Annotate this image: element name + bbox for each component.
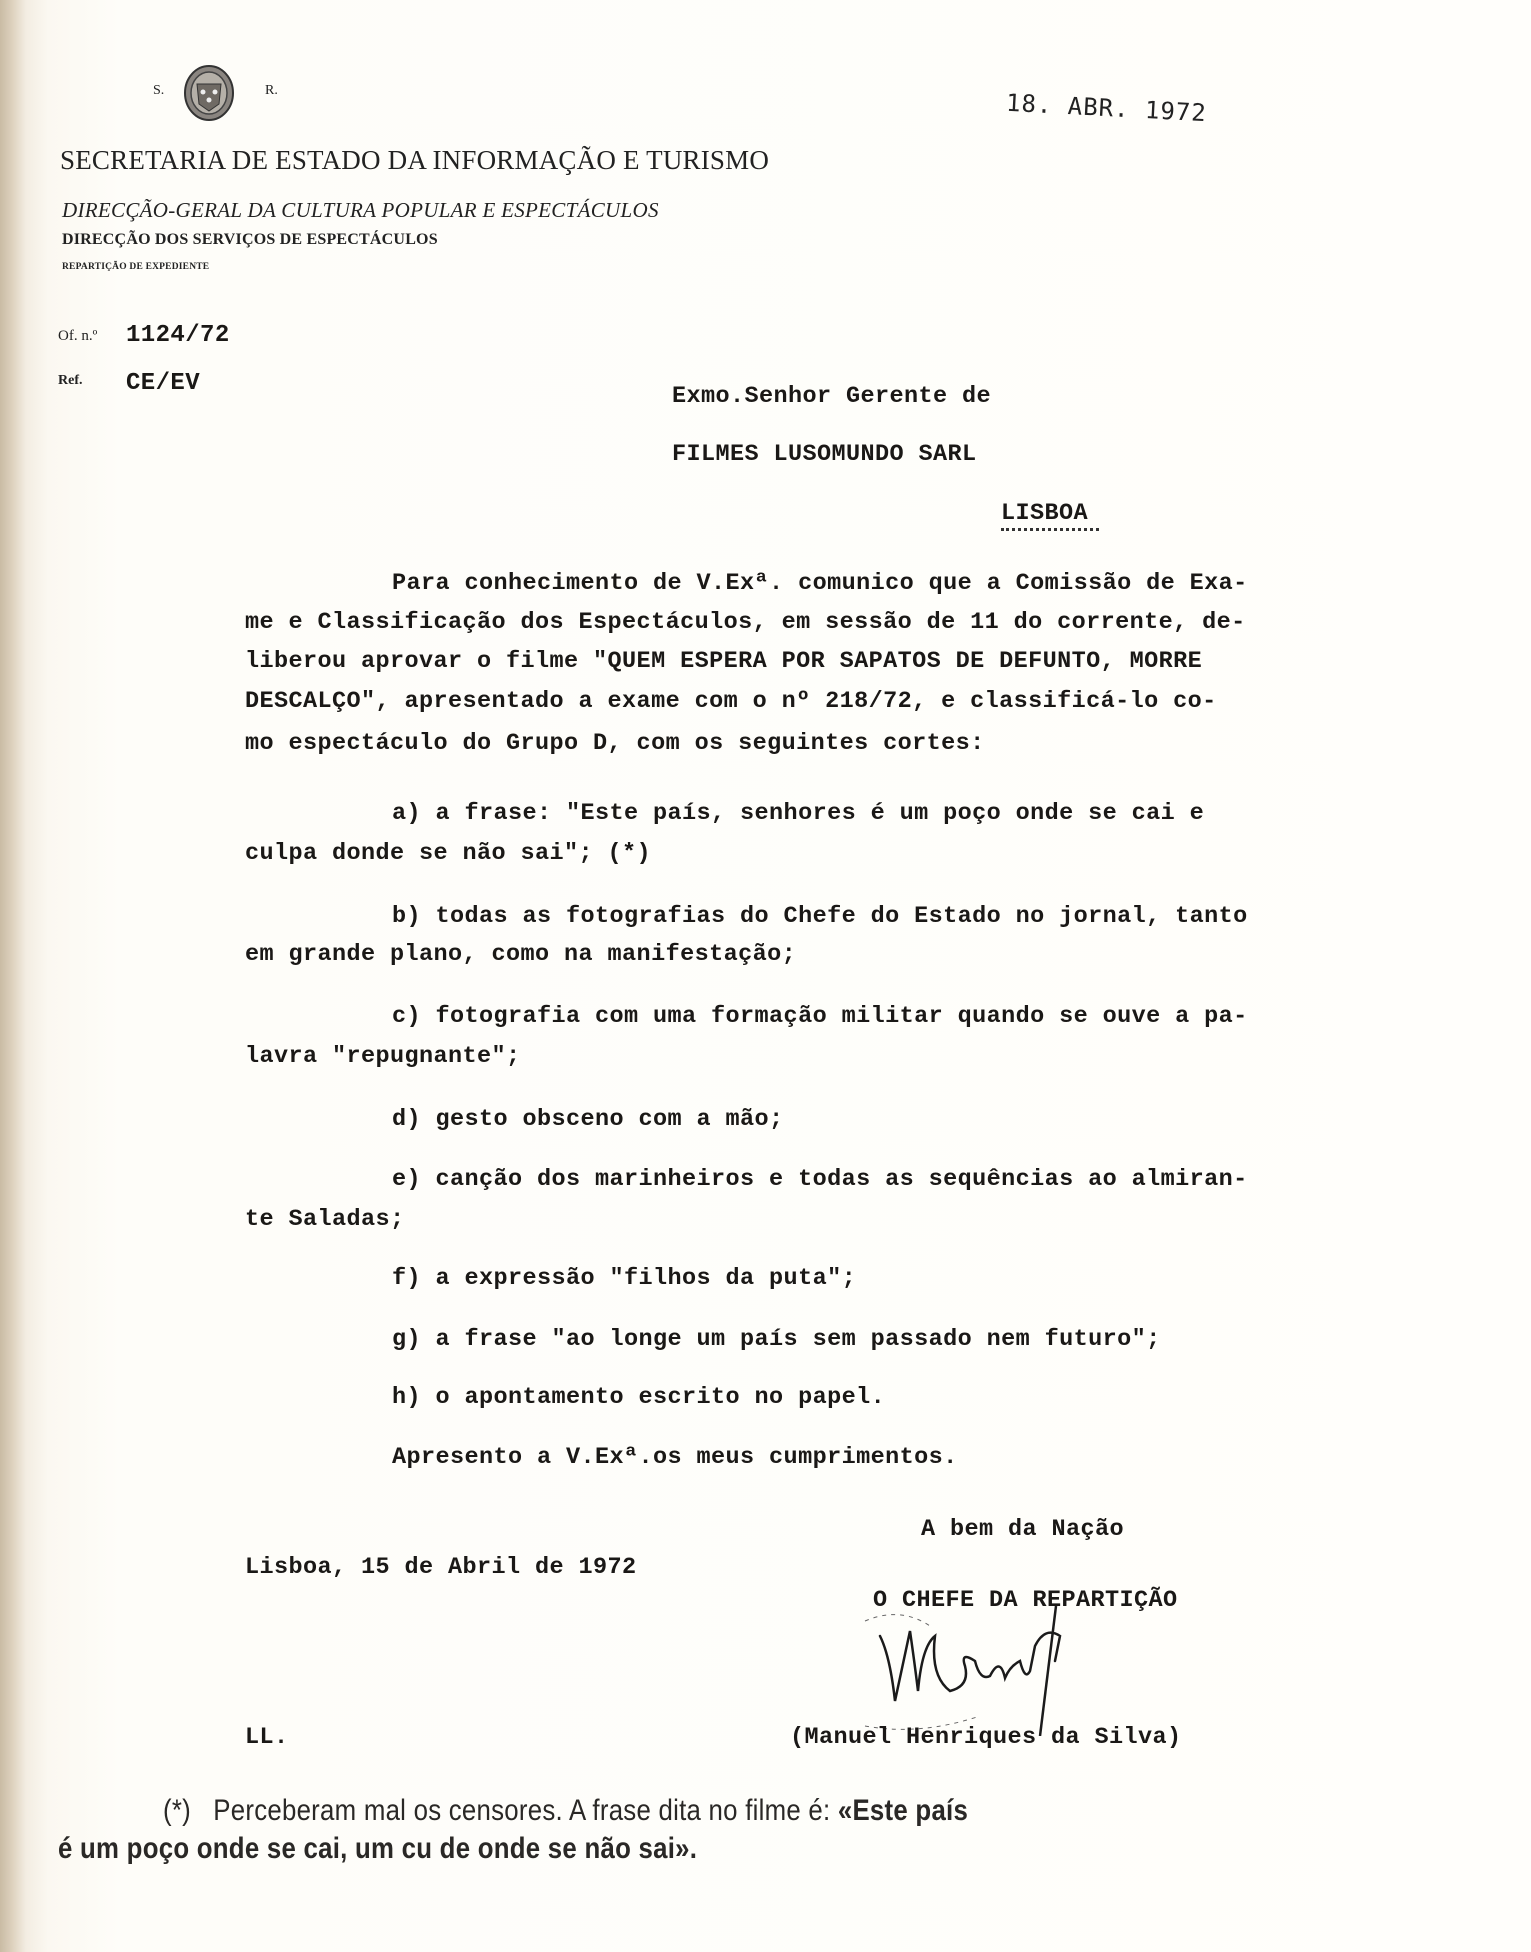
body-line: DESCALÇO", apresentado a exame com o nº 218/72, e classificá-lo co- [245, 688, 1217, 715]
cut-item-c: c) fotografia com uma formação militar quando se ouve a pa- [392, 1003, 1248, 1030]
cut-item-b-cont: em grande plano, como na manifestação; [245, 941, 797, 968]
footnote-quote-end: é um poço onde se cai, um cu de onde se não sai». [58, 1832, 698, 1865]
cut-item-d: d) gesto obsceno com a mão; [392, 1106, 784, 1133]
cut-item-g: g) a frase "ao longe um país sem passado nem futuro"; [392, 1326, 1161, 1353]
city-underline [1001, 528, 1099, 531]
cut-item-f: f) a expressão "filhos da puta"; [392, 1265, 857, 1292]
body-line: liberou aprovar o filme "QUEM ESPERA POR SAPATOS DE DEFUNTO, MORRE [245, 648, 1203, 675]
cut-item-c-cont: lavra "repugnante"; [245, 1043, 521, 1070]
received-date-stamp: 18. ABR. 1972 [1005, 88, 1208, 128]
place-and-date: Lisboa, 15 de Abril de 1972 [245, 1554, 637, 1581]
footnote-line-2 [58, 1832, 697, 1866]
signer-title: O CHEFE DA REPARTIÇÃO [873, 1587, 1178, 1614]
closing-line: Apresento a V.Exª.os meus cumprimentos. [392, 1444, 958, 1471]
addressee-line-1: Exmo.Senhor Gerente de [672, 383, 992, 410]
cut-item-b: b) todas as fotografias do Chefe do Estado no jornal, tanto [392, 903, 1248, 930]
seal-letter-s: S. [153, 83, 165, 98]
letterhead-directorate: DIRECÇÃO DOS SERVIÇOS DE ESPECTÁCULOS [62, 231, 438, 248]
cut-item-h: h) o apontamento escrito no papel. [392, 1384, 886, 1411]
letterhead-secretariat: SECRETARIA DE ESTADO DA INFORMAÇÃO E TURISMO [60, 145, 770, 175]
footnote-line-1 [163, 1794, 968, 1828]
letterhead-general-directorate: DIRECÇÃO-GERAL DA CULTURA POPULAR E ESPECTÁCULOS [62, 198, 659, 222]
body-line: mo espectáculo do Grupo D, com os seguintes cortes: [245, 730, 985, 757]
footnote-marker: (*) [163, 1794, 192, 1827]
reference-value: CE/EV [126, 370, 201, 397]
cut-item-a-cont: culpa donde se não sai"; (*) [245, 840, 652, 867]
coat-of-arms-seal-icon [183, 64, 235, 122]
seal-letter-r: R. [265, 83, 278, 98]
letterhead-department: REPARTIÇÃO DE EXPEDIENTE [62, 262, 210, 272]
typist-initials: LL. [245, 1724, 289, 1751]
addressee-city: LISBOA [1001, 500, 1089, 527]
cut-item-e-cont: te Saladas; [245, 1206, 405, 1233]
footnote-text: Perceberam mal os censores. A frase dita no filme é: [213, 1794, 831, 1827]
cut-item-e: e) canção dos marinheiros e todas as sequências ao almiran- [392, 1166, 1248, 1193]
cut-item-a: a) a frase: "Este país, senhores é um poço onde se cai e [392, 800, 1205, 827]
footnote-quote-start: «Este país [837, 1794, 969, 1827]
signer-name: (Manuel Henriques da Silva) [790, 1724, 1182, 1751]
office-number-value: 1124/72 [126, 322, 230, 349]
addressee-company: FILMES LUSOMUNDO SARL [672, 441, 977, 468]
body-line: me e Classificação dos Espectáculos, em sessão de 11 do corrente, de- [245, 609, 1246, 636]
handwritten-signature-icon [860, 1606, 1240, 1736]
reference-label: Ref. [58, 373, 83, 388]
body-line: Para conhecimento de V.Exª. comunico que a Comissão de Exa- [392, 570, 1248, 597]
salutation: A bem da Nação [921, 1516, 1125, 1543]
office-number-label: Of. n.º [58, 328, 98, 344]
